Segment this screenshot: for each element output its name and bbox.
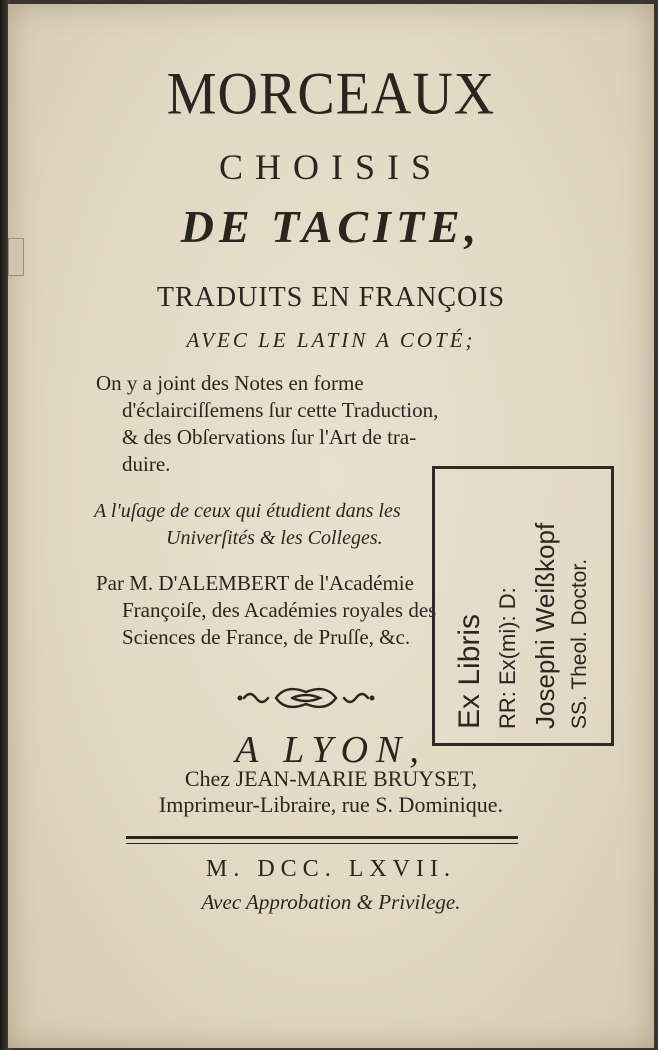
publisher-line-2: Imprimeur-Libraire, rue S. Dominique. (158, 792, 504, 817)
double-rule-thick (126, 836, 518, 839)
stamp-line: Josephi Weißkopf (530, 522, 560, 729)
notes-line: On y a joint des Notes en forme (96, 371, 364, 395)
notes-line: d'éclairciſſemens ſur cette Traduction, (122, 398, 439, 422)
subtitle-line-2: AVEC LE LATIN A COTÉ; (186, 328, 476, 352)
publication-date: M. DCC. LXVII. (206, 856, 456, 882)
approbation-line: Avec Approbation & Privilege. (201, 890, 461, 914)
publisher-line-1: Chez JEAN-MARIE BRUYSET, (184, 766, 478, 791)
stamp-line: SS. Theol. Doctor. (568, 558, 591, 729)
notes-line: & des Obſervations ſur l'Art de tra- (122, 425, 417, 449)
title-line-3: DE TACITE, (180, 201, 482, 252)
usage-line: Univerſités & les Colleges. (166, 527, 383, 549)
stamp-text-block (435, 469, 611, 743)
title-page (8, 4, 654, 1048)
double-rule-thin (126, 843, 518, 844)
ownership-stamp (432, 466, 614, 746)
printers-ornament-icon (236, 680, 376, 716)
author-line: Françoiſe, des Académies royales des (122, 598, 437, 622)
subtitle-line-1: TRADUITS EN FRANÇOIS (156, 282, 506, 313)
title-line-1: MORCEAUX (166, 60, 496, 128)
imprint-city: A LYON, (235, 729, 427, 771)
author-line: Par M. D'ALEMBERT de l'Académie (96, 571, 414, 595)
stamp-line: RR: Ex(mi): D: (495, 587, 520, 729)
notes-paragraph (96, 370, 526, 478)
author-line: Sciences de France, de Pruſſe, &c. (122, 625, 411, 649)
usage-line: A l'uſage de ceux qui étudient dans les (94, 500, 401, 522)
title-line-2: CHOISIS (218, 147, 444, 187)
notes-line: duire. (122, 452, 171, 476)
stamp-line: Ex Libris (453, 613, 486, 729)
